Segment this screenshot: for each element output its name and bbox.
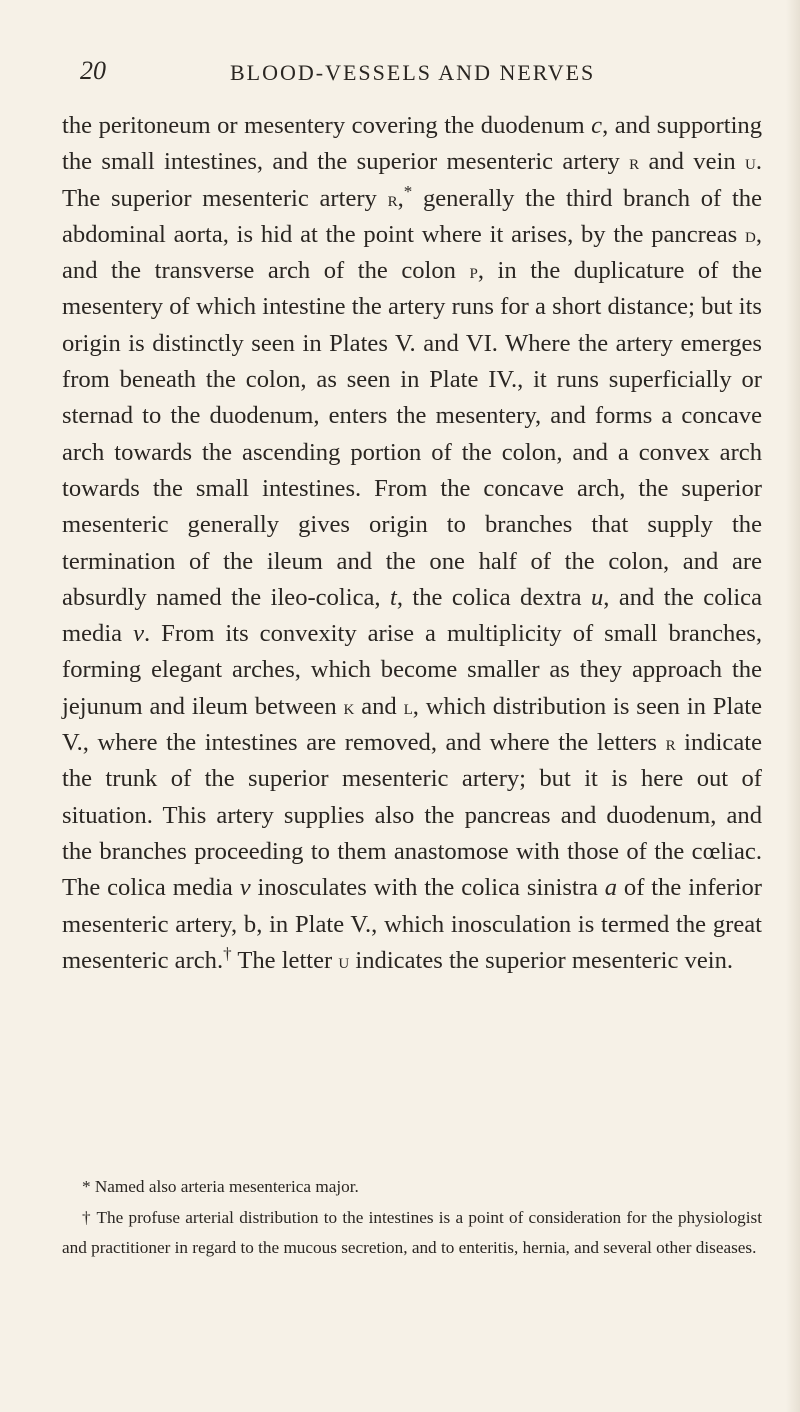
footnote <box>62 1203 762 1264</box>
text-run: indicate the trunk of the superior mesenteric artery; but it is here out of situation. This artery supplies also the pancreas and duodenum, and the branches proceeding to them anastomose with those of the cœliac. The colica media <box>62 729 762 902</box>
text-run: and vein <box>639 148 745 176</box>
label-letter: k <box>343 694 355 719</box>
text-run: , the colica dextra <box>396 583 591 611</box>
label-letter: a <box>604 874 618 902</box>
body-text <box>62 108 762 979</box>
footnote-marker: † <box>223 943 232 963</box>
label-letter: u <box>590 583 604 611</box>
text-run: inosculates with the colica sinistra <box>250 874 605 902</box>
text-run: , and the colica media <box>62 583 762 648</box>
footnote-text: The profuse arterial distribution to the intestines is a point of consideration for the physiologist and practitioner in regard to the mucous secretion, and to enteritis, hernia, and several other diseases. <box>62 1207 763 1257</box>
footnote <box>62 1172 762 1203</box>
body-paragraph <box>62 108 762 979</box>
label-letter: r <box>629 150 640 175</box>
footnote-text: Named also arteria mesenterica major. <box>90 1177 359 1196</box>
footnotes <box>62 1172 762 1264</box>
text-run: and <box>354 692 404 720</box>
running-head: BLOOD-VESSELS AND NERVES <box>230 60 596 85</box>
text-run: , and supporting the small intestines, and the superior mesenteric artery <box>62 112 762 176</box>
label-letter: l <box>403 694 413 719</box>
text-run: , <box>397 184 404 212</box>
label-letter: p <box>469 259 478 284</box>
footnote-mark: * <box>82 1177 91 1196</box>
text-run: the peritoneum or mesentery covering the duodenum <box>62 112 592 139</box>
label-letter: r <box>387 186 398 211</box>
footnote-marker: * <box>403 181 413 201</box>
page-number: 20 <box>80 56 106 85</box>
page-edge-shadow <box>786 0 800 1412</box>
label-letter: v <box>239 874 251 902</box>
page-header <box>80 56 720 96</box>
text-run: generally the third branch of the abdominal aorta, is hid at the point where it arises, by the pancreas <box>62 184 763 248</box>
label-letter: t <box>389 583 397 611</box>
label-letter: v <box>133 620 145 648</box>
text-run: . The superior mesenteric artery <box>62 148 762 212</box>
text-run: of the inferior mesenteric artery, b, in Plate V., which inosculation is termed the great mesenteric arch. <box>62 874 762 974</box>
text-run: , in the duplicature of the mesentery of which intestine the artery runs for a short distance; but its origin is distinctly seen in Plates V. and VI. Where the artery emerges from beneath the colon, as seen in Plate IV., it runs superficially or sternad to the duodenum, enters the mesentery, and forms a concave arch towards the ascending portion of the colon, and a convex arch towards the small intestines. From the concave arch, the superior mesenteric generally gives origin to branches that supply the termination of the ileum and the one half of the colon, and are absurdly named the ileo-colica, <box>62 257 762 611</box>
label-letter: d <box>745 222 756 247</box>
label-letter: c <box>591 112 603 139</box>
text-run: The letter <box>231 946 339 974</box>
label-letter: r <box>665 731 676 756</box>
text-run: indicates the superior mesenteric vein. <box>349 946 734 974</box>
text-run: . From its convexity arise a multiplicity of small branches, forming elegant arches, which become smaller as they approach the jejunum and ileum between <box>62 620 762 720</box>
footnote-mark: † <box>82 1207 92 1227</box>
label-letter: u <box>744 150 756 175</box>
label-letter: u <box>338 948 350 973</box>
text-run: , and the transverse arch of the colon <box>62 220 762 285</box>
text-run: , which distribution is seen in Plate V., where the intestines are removed, and where the letters <box>62 692 762 757</box>
